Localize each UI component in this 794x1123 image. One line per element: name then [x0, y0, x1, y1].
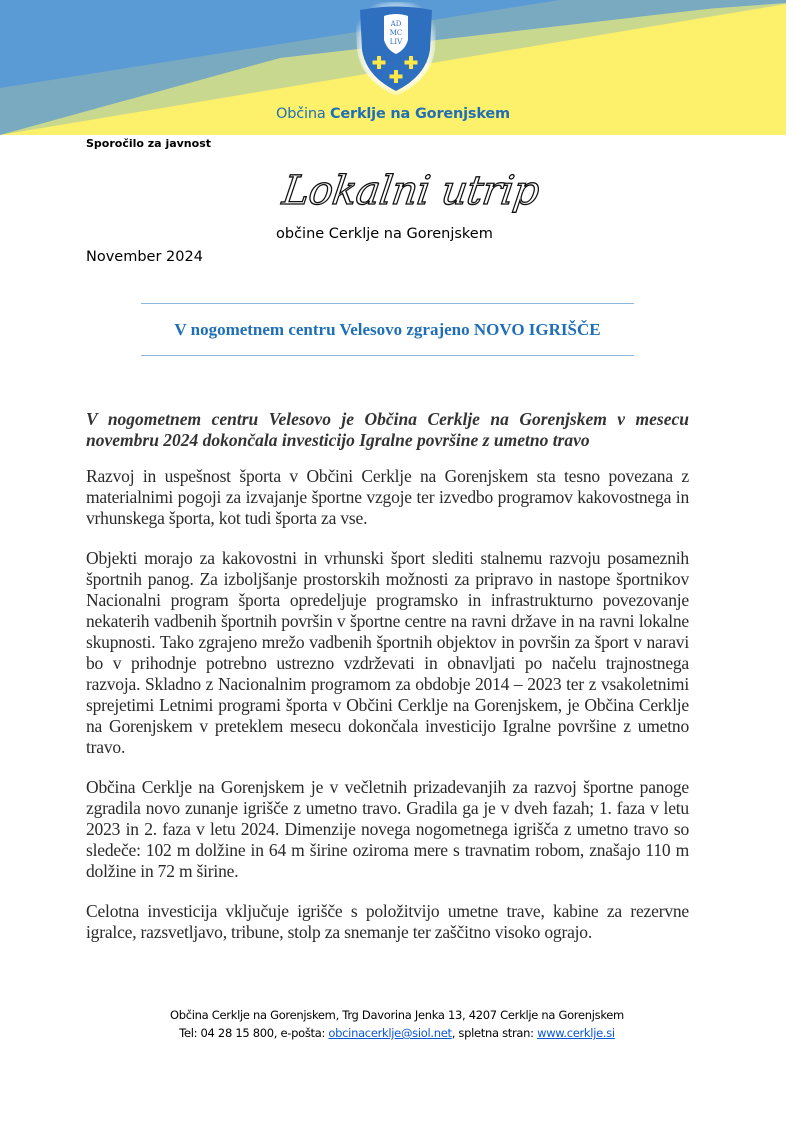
- footer-address: Občina Cerklje na Gorenjskem, Trg Davorina Jenka 13, 4207 Cerklje na Gorenjskem: [170, 1008, 624, 1022]
- municipality-prefix: Občina: [276, 106, 326, 122]
- newsletter-title: Lokalni utrip: [279, 168, 542, 214]
- municipality-title: [0, 106, 786, 122]
- newsletter-subtitle: občine Cerklje na Gorenjskem: [276, 226, 493, 242]
- paragraph: Objekti morajo za kakovostni in vrhunski šport slediti stalnemu razvoju posameznih športnih panog. Za izboljšanje prostorskih možnosti za pripravo in nastope športnikov Nacionalni program športa opredeljuje programsko in infrastrukturno povezovanje nekaterih vadbenih športnih površin v športne centre na ravni države in na ravni lokalne skupnosti. Tako zgrajeno mrežo vadbenih športnih objektov in površin za šport v naravi bo v prihodnje potrebno ustrezno vzdrževati in obnavljati po načelu trajnostnega razvoja. Skladno z Nacionalnim programom za obdobje 2014 – 2023 ter z vsakoletnimi sprejetimi Letnimi programi športa v Občini Cerklje na Gorenjskem, je Občina Cerklje na Gorenjskem v preteklem mesecu dokončala investicijo Igralne površine z umetno travo.: [86, 548, 689, 757]
- paragraph: Celotna investicija vključuje igrišče s položitvijo umetne trave, kabine za rezervne igralce, razsvetljavo, tribune, stolp za snemanje ter zaščitno visoko ograjo.: [86, 901, 689, 942]
- svg-text:MC: MC: [389, 29, 403, 37]
- header-banner: [0, 0, 786, 135]
- footer-tel: Tel: 04 28 15 800, e-pošta:: [179, 1026, 329, 1040]
- website-link[interactable]: www.cerklje.si: [537, 1026, 615, 1040]
- headline-box: [141, 303, 634, 356]
- paragraph: Razvoj in uspešnost športa v Občini Cerklje na Gorenjskem sta tesno povezana z materialnimi pogoji za izvajanje športne vzgoje ter izvedbo programov kakovostnega in vrhunskega športa, kot tudi športa za vse.: [86, 466, 689, 528]
- article-body: [86, 409, 689, 962]
- footer-contact: [0, 1024, 794, 1042]
- article-lead: V nogometnem centru Velesovo je Občina Cerklje na Gorenjskem v mesecu novembru 2024 dokončala investicijo Igralne površine z umetno travo: [86, 409, 689, 450]
- paragraph: Občina Cerklje na Gorenjskem je v večletnih prizadevanjih za razvoj športne panoge zgradila novo zunanje igrišče z umetno travo. Gradila ga je v dveh fazah; 1. faza v letu 2023 in 2. faza v letu 2024. Dimenzije novega nogometnega igrišča z umetno travo so sledeče: 102 m dolžine in 64 m širine oziroma mere s travnatim robom, znašajo 110 m dolžine in 72 m širine.: [86, 777, 689, 881]
- email-link[interactable]: obcinacerklje@siol.net: [328, 1026, 452, 1040]
- footer: [0, 1006, 794, 1042]
- article-headline: V nogometnem centru Velesovo zgrajeno NOVO IGRIŠČE: [174, 319, 601, 339]
- coat-of-arms-icon: [351, 0, 441, 98]
- svg-text:LIV: LIV: [389, 38, 403, 46]
- municipality-name: Cerklje na Gorenjskem: [329, 106, 510, 122]
- svg-text:AD: AD: [390, 20, 402, 28]
- press-release-label: Sporočilo za javnost: [86, 137, 211, 150]
- issue-date: November 2024: [86, 249, 203, 265]
- footer-web-label: , spletna stran:: [451, 1026, 538, 1040]
